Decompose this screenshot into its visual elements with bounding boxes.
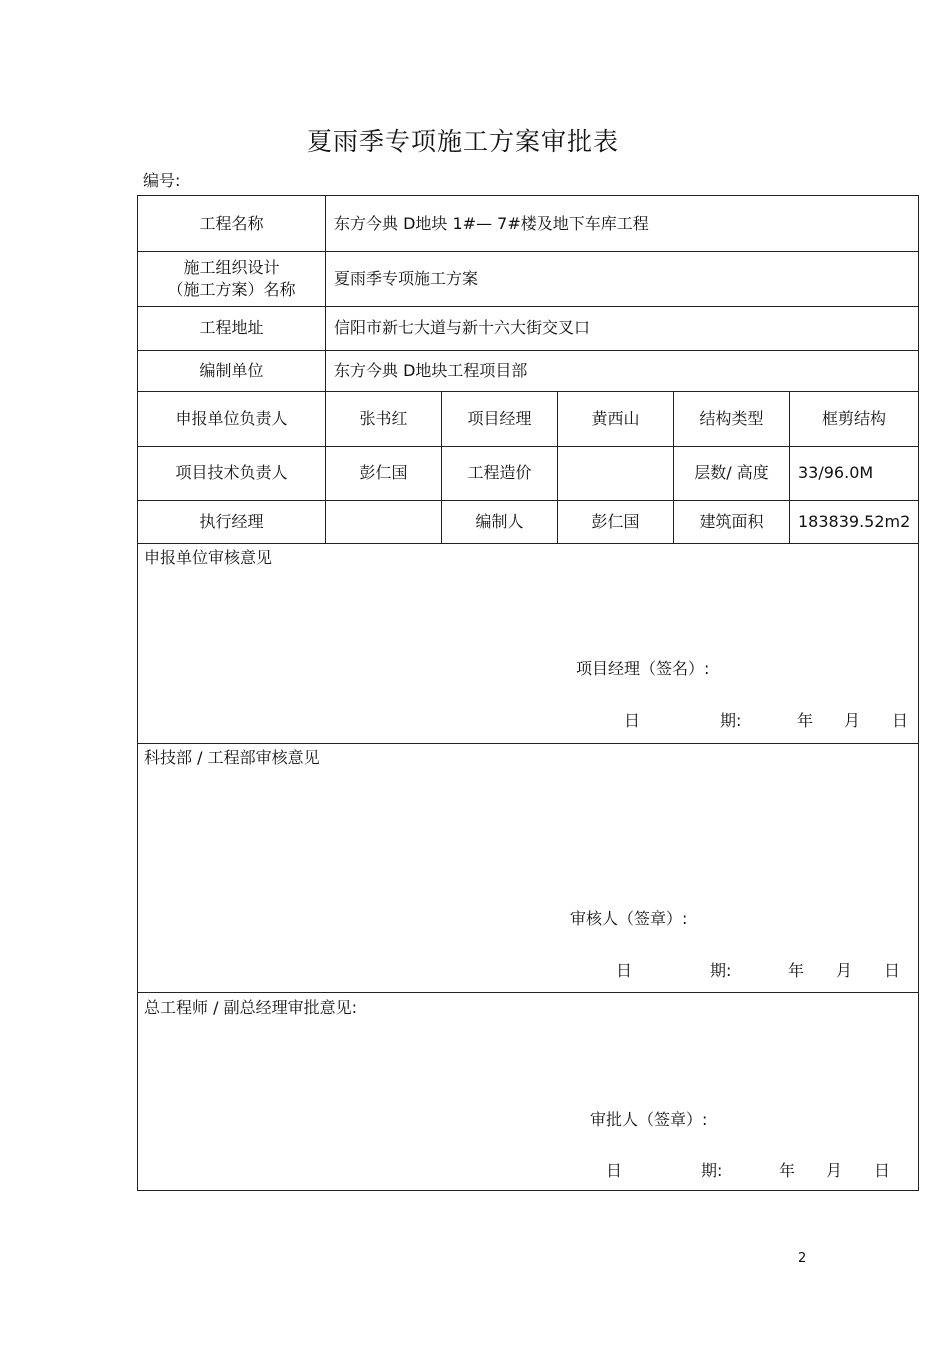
chief-review-day: 日 — [874, 1161, 891, 1180]
compiler-label: 编制人 — [475, 511, 524, 531]
building-area-label: 建筑面积 — [699, 511, 764, 531]
chief-review-date-label-1: 日 — [606, 1161, 623, 1180]
tech-review-signature: 审核人（签章）: — [570, 909, 688, 928]
tech-review-day: 日 — [884, 961, 901, 980]
floors-height-label: 层数/ 高度 — [694, 463, 769, 482]
structure-type-value: 框剪结构 — [821, 408, 886, 428]
project-manager-label: 项目经理 — [467, 408, 532, 428]
project-name-label: 工程名称 — [199, 213, 264, 233]
address-value: 信阳市新七大道与新十六大街交叉口 — [334, 318, 591, 337]
building-area-value: 183839.52m2 — [798, 511, 911, 531]
project-cost-value — [558, 446, 673, 500]
chief-review-label: 总工程师 / 副总经理审批意见: — [144, 998, 357, 1017]
plan-name-label — [138, 251, 325, 306]
plan-name-label-line1: 施工组织设计 — [183, 257, 280, 277]
page-title: 夏雨季专项施工方案审批表 — [306, 127, 619, 156]
tech-review-date-label-2: 期: — [710, 961, 732, 980]
plan-name-value: 夏雨季专项施工方案 — [334, 268, 479, 288]
unit-review-date-label-1: 日 — [624, 711, 641, 730]
structure-type-label: 结构类型 — [699, 408, 764, 428]
project-manager-value: 黄西山 — [591, 408, 640, 428]
tech-review-label: 科技部 / 工程部审核意见 — [144, 748, 320, 767]
compiler-value: 彭仁国 — [591, 511, 640, 531]
chief-review-year: 年 — [779, 1161, 796, 1180]
tech-head-value: 彭仁国 — [359, 463, 408, 482]
unit-review-label: 申报单位审核意见 — [144, 548, 273, 567]
serial-number-label: 编号: — [143, 171, 181, 190]
tech-review-year: 年 — [788, 961, 805, 980]
tech-review-month: 月 — [836, 961, 853, 980]
unit-review-date-label-2: 期: — [720, 711, 742, 730]
unit-review-signature: 项目经理（签名）: — [576, 659, 710, 678]
executive-manager-label: 执行经理 — [199, 511, 264, 531]
floors-height-value: 33/96.0M — [798, 463, 874, 482]
address-label: 工程地址 — [199, 318, 264, 337]
compiler-unit-label: 编制单位 — [199, 360, 264, 380]
compiler-unit-value: 东方今典 D地块工程项目部 — [334, 360, 528, 380]
plan-name-label-line2: （施工方案）名称 — [167, 279, 296, 299]
applicant-head-value: 张书红 — [359, 408, 408, 428]
tech-review-date-label-1: 日 — [616, 961, 633, 980]
project-name-value: 东方今典 D地块 1#— 7#楼及地下车库工程 — [334, 213, 649, 233]
chief-review-month: 月 — [826, 1161, 843, 1180]
chief-review-signature: 审批人（签章）: — [590, 1110, 708, 1129]
project-cost-label: 工程造价 — [467, 463, 532, 482]
page-number: 2 — [798, 1251, 807, 1266]
executive-manager-value — [326, 500, 441, 543]
unit-review-month: 月 — [844, 711, 861, 730]
applicant-head-label: 申报单位负责人 — [175, 408, 288, 428]
chief-review-date-label-2: 期: — [701, 1161, 723, 1180]
unit-review-year: 年 — [797, 711, 814, 730]
approval-table — [137, 195, 919, 1191]
unit-review-day: 日 — [892, 711, 909, 730]
tech-head-label: 项目技术负责人 — [175, 463, 288, 482]
